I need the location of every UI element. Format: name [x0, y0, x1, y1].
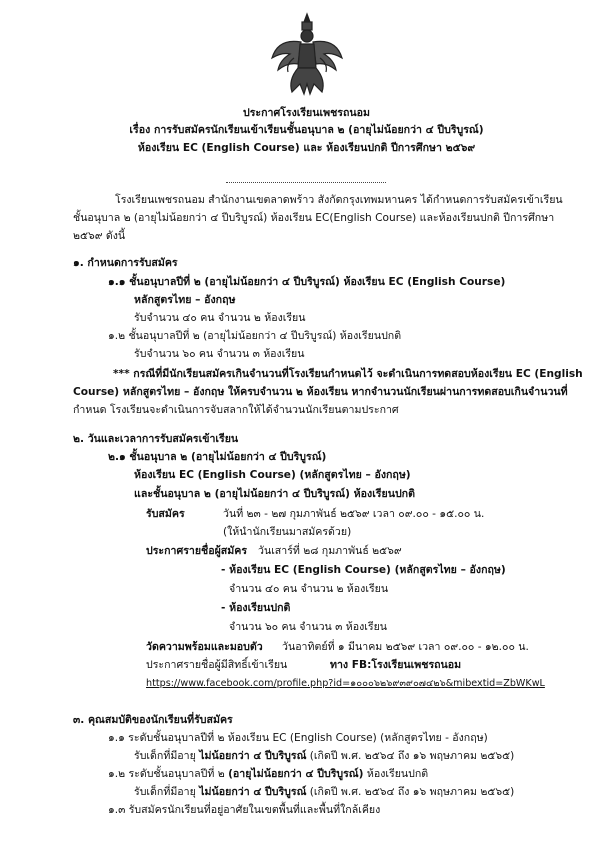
apply-label: รับสมัคร	[146, 508, 185, 520]
section1-item2-count: รับจำนวน ๖๐ คน จำนวน ๓ ห้องเรียน	[134, 348, 305, 360]
announce-regular-count: จำนวน ๖๐ คน จำนวน ๓ ห้องเรียน	[229, 621, 388, 633]
facebook-link[interactable]: https://www.facebook.com/profile.php?id=๑๐๐๐๖๒๖๙๓๙๐๗๔๒๖&mibextid=ZbWKwL	[146, 678, 545, 689]
age-bold: ไม่น้อยกว่า ๔ ปีบริบูรณ์	[199, 786, 307, 798]
section3-item1-age	[134, 749, 514, 763]
announce-date: วันเสาร์ที่ ๒๘ กุมภาพันธ์ ๒๕๖๙	[258, 545, 402, 557]
announce-label: ประกาศรายชื่อผู้สมัคร	[146, 545, 248, 557]
age-prefix: รับเด็กที่มีอายุ	[134, 786, 196, 798]
separator-dots	[226, 182, 386, 183]
section2-item1: ๒.๑ ชั้นอนุบาล ๒ (อายุไม่น้อยกว่า ๔ ปีบริบูรณ์)	[108, 451, 327, 463]
section2-ec-room: ห้องเรียน EC (English Course) (หลักสูตรไทย – อังกฤษ)	[134, 469, 411, 481]
assess-label: วัดความพร้อมและมอบตัว	[146, 641, 263, 653]
garuda-emblem	[268, 8, 346, 98]
intro-line-2: ชั้นอนุบาล ๒ (อายุไม่น้อยกว่า ๔ ปีบริบูรณ์) ห้องเรียน EC(English Course) และห้องเรียนปกติ ปีการศึกษา	[73, 212, 555, 224]
age-bold: ไม่น้อยกว่า ๔ ปีบริบูรณ์	[199, 750, 307, 762]
section3-item2	[108, 767, 428, 781]
announcement-title: ประกาศโรงเรียนเพชรถนอม	[243, 107, 370, 119]
section1-item2: ๑.๒ ชั้นอนุบาลปีที่ ๒ (อายุไม่น้อยกว่า ๔ ปีบริบูรณ์) ห้องเรียนปกติ	[108, 330, 402, 342]
intro-line-3: ๒๕๖๙ ดังนี้	[73, 230, 126, 242]
section3-item2-age	[134, 785, 514, 799]
item2-prefix: ๑.๒ ระดับชั้นอนุบาลปีที่ ๒	[108, 768, 225, 780]
section2-heading: ๒. วันและเวลาการรับสมัครเข้าเรียน	[73, 433, 239, 445]
announce-regular-room: - ห้องเรียนปกติ	[221, 602, 291, 614]
result-prefix: ประกาศรายชื่อผู้มีสิทธิ์เข้าเรียน	[146, 659, 288, 671]
section3-item3: ๑.๓ รับสมัครนักเรียนที่อยู่อาศัยในเขตพื้นที่และพื้นที่ใกล้เคียง	[108, 804, 381, 816]
apply-note: (ให้นำนักเรียนมาสมัครด้วย)	[223, 526, 352, 538]
assess-date: วันอาทิตย์ที่ ๑ มีนาคม ๒๕๖๙ เวลา ๐๙.๐๐ - ๑๒.๐๐ น.	[282, 641, 529, 653]
age-prefix: รับเด็กที่มีอายุ	[134, 750, 196, 762]
announce-ec-count: จำนวน ๔๐ คน จำนวน ๒ ห้องเรียน	[229, 583, 389, 595]
section1-note-line2: Course) หลักสูตรไทย – อังกฤษ ให้ครบจำนวน ๒ ห้องเรียน หากจำนวนนักเรียนผ่านการทดสอบเกินจำนวนที่	[73, 386, 568, 398]
section2-regular-room: และชั้นอนุบาล ๒ (อายุไม่น้อยกว่า ๔ ปีบริบูรณ์) ห้องเรียนปกติ	[134, 488, 415, 500]
item2-bold: (อายุไม่น้อยกว่า ๔ ปีบริบูรณ์)	[228, 768, 364, 780]
section1-item1-course: หลักสูตรไทย – อังกฤษ	[134, 294, 236, 306]
section1-heading: ๑. กำหนดการรับสมัคร	[73, 257, 178, 269]
section1-item1-count: รับจำนวน ๔๐ คน จำนวน ๒ ห้องเรียน	[134, 312, 306, 324]
section1-note-line3: กำหนด โรงเรียนจะดำเนินการจับสลากให้ได้จำนวนนักเรียนตามประกาศ	[73, 404, 399, 416]
section3-heading: ๓. คุณสมบัติของนักเรียนที่รับสมัคร	[73, 714, 233, 726]
age-suffix: (เกิดปี พ.ศ. ๒๕๖๔ ถึง ๑๖ พฤษภาคม ๒๕๖๕)	[309, 786, 515, 798]
announcement-subject-line2: ห้องเรียน EC (English Course) และ ห้องเรียนปกติ ปีการศึกษา ๒๕๖๙	[137, 142, 476, 154]
age-suffix: (เกิดปี พ.ศ. ๒๕๖๔ ถึง ๑๖ พฤษภาคม ๒๕๖๕)	[309, 750, 515, 762]
announcement-subject: เรื่อง การรับสมัครนักเรียนเข้าเรียนชั้นอนุบาล ๒ (อายุไม่น้อยกว่า ๔ ปีบริบูรณ์)	[129, 124, 484, 136]
section1-note-line1: *** กรณีที่มีนักเรียนสมัครเกินจำนวนที่โรงเรียนกำหนดไว้ จะดำเนินการทดสอบห้องเรียน EC (English	[113, 368, 583, 380]
intro-line-1: โรงเรียนเพชรถนอม สำนักงานเขตลาดพร้าว สังกัดกรุงเทพมหานคร ได้กำหนดการรับสมัครเข้าเรียน	[115, 194, 563, 206]
apply-date: วันที่ ๒๓ - ๒๗ กุมภาพันธ์ ๒๕๖๙ เวลา ๐๙.๐๐ - ๑๕.๐๐ น.	[223, 508, 485, 520]
section1-item1: ๑.๑ ชั้นอนุบาลปีที่ ๒ (อายุไม่น้อยกว่า ๔ ปีบริบูรณ์) ห้องเรียน EC (English Course)	[108, 276, 506, 288]
announce-ec-room: - ห้องเรียน EC (English Course) (หลักสูตรไทย – อังกฤษ)	[221, 564, 506, 576]
item2-suffix: ห้องเรียนปกติ	[366, 768, 429, 780]
section3-item1: ๑.๑ ระดับชั้นอนุบาลปีที่ ๒ ห้องเรียน EC (English Course) (หลักสูตรไทย - อังกฤษ)	[108, 732, 488, 744]
result-via: ทาง FB:โรงเรียนเพชรถนอม	[330, 659, 462, 671]
